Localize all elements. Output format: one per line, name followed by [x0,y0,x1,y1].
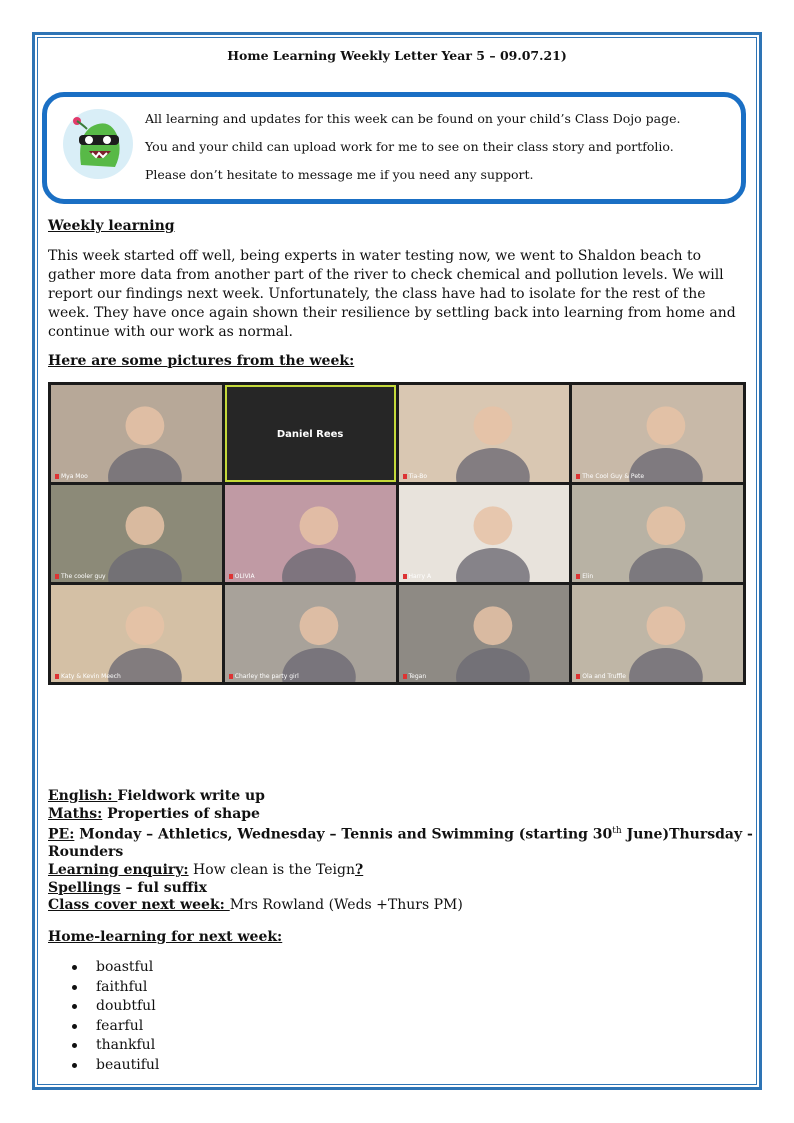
list-item [72,1017,159,1037]
list-item [72,978,159,998]
participant-photo [399,485,570,582]
spellings-value: – ful suffix [120,879,207,896]
bullet-icon [72,985,77,990]
maths-value: Properties of shape [102,805,260,822]
maths-label: Maths: [48,805,103,822]
spelling-word-list [72,958,159,1075]
participant-photo [51,585,222,682]
participant-name: Tegan [403,673,427,680]
participant-photo [399,385,570,482]
video-tile [51,585,222,682]
class-cover-label: Class cover next week: [48,897,230,914]
video-tile [399,485,570,582]
pe-value-b: June)Thursday - [621,826,753,843]
dojo-line-1: All learning and updates for this week can be found on your child’s Class Dojo page. [145,111,681,126]
video-tile [225,585,396,682]
video-tile [399,385,570,482]
participant-name: Elin [576,573,593,580]
list-item [72,1056,159,1076]
pe-value-a: Monday – Athletics, Wednesday – Tennis and Swimming (starting 30 [74,826,613,843]
participant-name-large: Daniel Rees [276,429,344,440]
spelling-word: fearful [96,1017,144,1034]
participant-name: OLIVIA [229,573,255,580]
enquiry-label: Learning enquiry: [48,862,189,879]
english-row [48,788,758,806]
letter-title: Home Learning Weekly Letter Year 5 – 09.07.21) [227,48,567,63]
maths-row [48,806,758,824]
enquiry-question-mark: ? [355,862,364,879]
spelling-word: boastful [96,959,154,975]
participant-photo [572,585,743,682]
participant-name: The cooler guy [55,573,106,580]
participant-photo [572,385,743,482]
participant-photo [572,485,743,582]
participant-photo [225,485,396,582]
video-tile [572,385,743,482]
participant-photo [51,485,222,582]
video-tile [225,385,396,482]
weekly-learning-paragraph: This week started off well, being experts in water testing now, we went to Shaldon beach to gather more data from another part of the river to check chemical and pollution levels. We will report our findings next week. Unfortunately, the class have had to isolate for the rest of the week. They have once again shown their resilience by settling back into learning from home and continue with our work as normal. [48,248,736,340]
list-item [72,1036,159,1056]
spelling-word: doubtful [96,998,156,1014]
video-tile [572,585,743,682]
subject-summary [48,788,758,915]
dojo-line-2: You and your child can upload work for me to see on their class story and portfolio. [145,139,674,154]
video-tile [51,485,222,582]
english-value: Fieldwork write up [117,788,265,804]
english-label: English: [48,788,118,804]
participant-name: Tia-Bo [403,473,428,480]
participant-name: The Cool Guy & Pete [576,473,644,480]
pictures-heading: Here are some pictures from the week: [48,353,355,369]
spellings-label: Spellings [48,879,121,896]
home-learning-heading: Home-learning for next week: [48,929,283,945]
list-item [72,997,159,1017]
video-tile [51,385,222,482]
weekly-learning-heading: Weekly learning [48,218,175,234]
bullet-icon [72,1024,77,1029]
bullet-icon [72,965,77,970]
dojo-message [145,105,680,189]
pe-label: PE: [48,826,75,843]
dojo-line-3: Please don’t hesitate to message me if you need any support. [145,167,534,182]
enquiry-value: How clean is the Teign [188,862,356,879]
video-tile [399,585,570,682]
pe-row-continued: Rounders [48,844,124,861]
spellings-row [48,880,758,898]
class-cover-row [48,897,758,915]
enquiry-row [48,862,758,880]
spelling-word: thankful [96,1037,156,1053]
participant-name: Charley the party girl [229,673,299,680]
pe-superscript: th [612,826,622,837]
participant-photo [399,585,570,682]
video-tile [572,485,743,582]
participant-photo [51,385,222,482]
bullet-icon [72,1063,77,1068]
participant-name: Katy & Kevin Meech [55,673,121,680]
participant-photo [225,585,396,682]
participant-name: Ola and Truffle [576,673,626,680]
class-cover-value: Mrs Rowland (Weds +Thurs PM) [229,897,463,914]
video-tile [225,485,396,582]
list-item [72,958,159,978]
video-call-screenshot [48,382,746,685]
spelling-word: beautiful [96,1056,160,1073]
pe-row [48,823,758,844]
class-dojo-monster-icon [61,107,135,181]
class-dojo-box [42,92,746,204]
participant-name: Harry A [403,573,432,580]
bullet-icon [72,1043,77,1048]
spelling-word: faithful [96,978,148,995]
participant-name: Mya Moo [55,473,88,480]
bullet-icon [72,1004,77,1009]
